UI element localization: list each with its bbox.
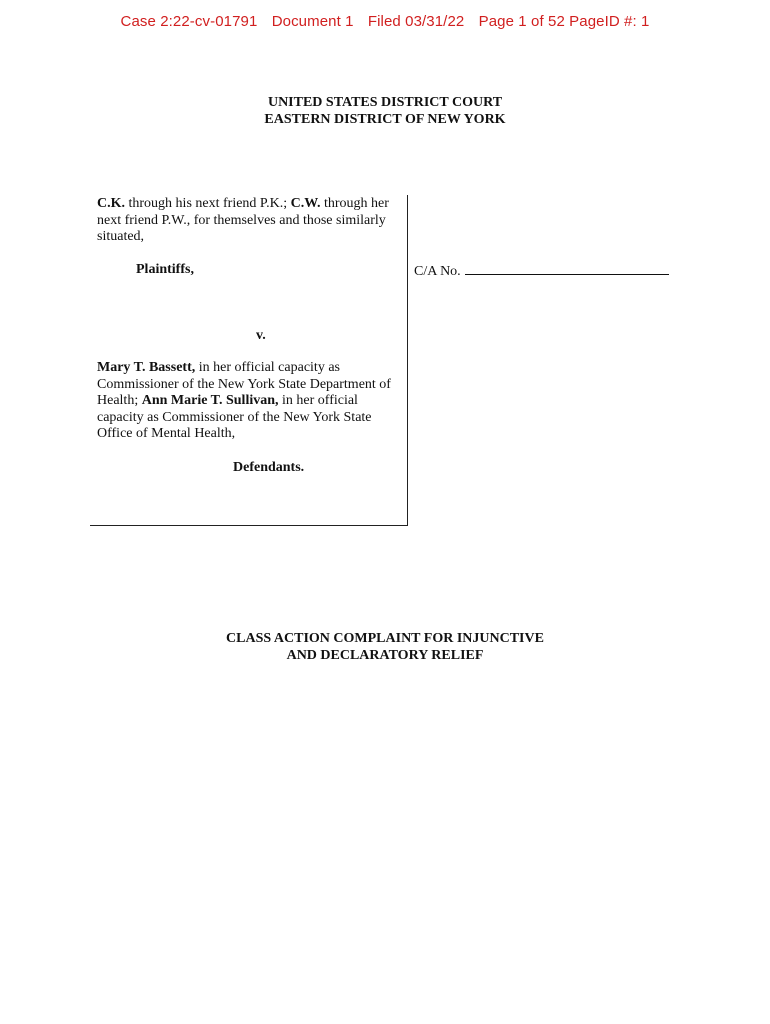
plaintiff-name-cw: C.W. bbox=[290, 196, 321, 211]
caption-horizontal-rule bbox=[90, 525, 408, 526]
defendants-label: Defendants. bbox=[233, 460, 305, 475]
plaintiffs-label: Plaintiffs, bbox=[136, 262, 194, 277]
plaintiff-name-ck: C.K. bbox=[97, 196, 125, 211]
court-heading bbox=[0, 94, 770, 128]
defendant-name-bassett: Mary T. Bassett, bbox=[97, 360, 196, 375]
case-number-blank-line bbox=[465, 262, 669, 275]
court-name: UNITED STATES DISTRICT COURT bbox=[267, 95, 503, 110]
document-title bbox=[0, 630, 770, 664]
filing-stamp-header bbox=[0, 13, 770, 30]
court-district: EASTERN DISTRICT OF NEW YORK bbox=[264, 112, 506, 127]
case-number-stamp: Case 2:22-cv-01791 bbox=[120, 13, 258, 30]
case-number-field bbox=[414, 262, 669, 280]
plaintiff-text-1: through his next friend P.K.; bbox=[125, 196, 291, 211]
filed-date-stamp: Filed 03/31/22 bbox=[367, 13, 465, 30]
caption-vertical-rule bbox=[407, 195, 408, 526]
defendant-name-sullivan: Ann Marie T. Sullivan, bbox=[141, 393, 279, 408]
defendant-text-1: in her official capacity as Commissioner of the New York State Department of Health; bbox=[97, 360, 391, 408]
plaintiffs-block bbox=[97, 196, 403, 246]
plaintiff-text-2: through her next friend P.W., for themselves and those similarly situated, bbox=[97, 196, 389, 244]
document-title-line-1: CLASS ACTION COMPLAINT FOR INJUNCTIVE bbox=[226, 631, 544, 646]
case-number-label: C/A No. bbox=[414, 264, 461, 279]
defendant-text-2: in her official capacity as Commissioner of the New York State Office of Mental Health, bbox=[97, 393, 372, 441]
page-id-stamp: Page 1 of 52 PageID #: 1 bbox=[478, 13, 650, 30]
defendants-block bbox=[97, 360, 403, 443]
document-title-line-2: AND DECLARATORY RELIEF bbox=[286, 648, 484, 663]
versus-label: v. bbox=[256, 328, 266, 343]
document-number-stamp: Document 1 bbox=[271, 13, 354, 30]
